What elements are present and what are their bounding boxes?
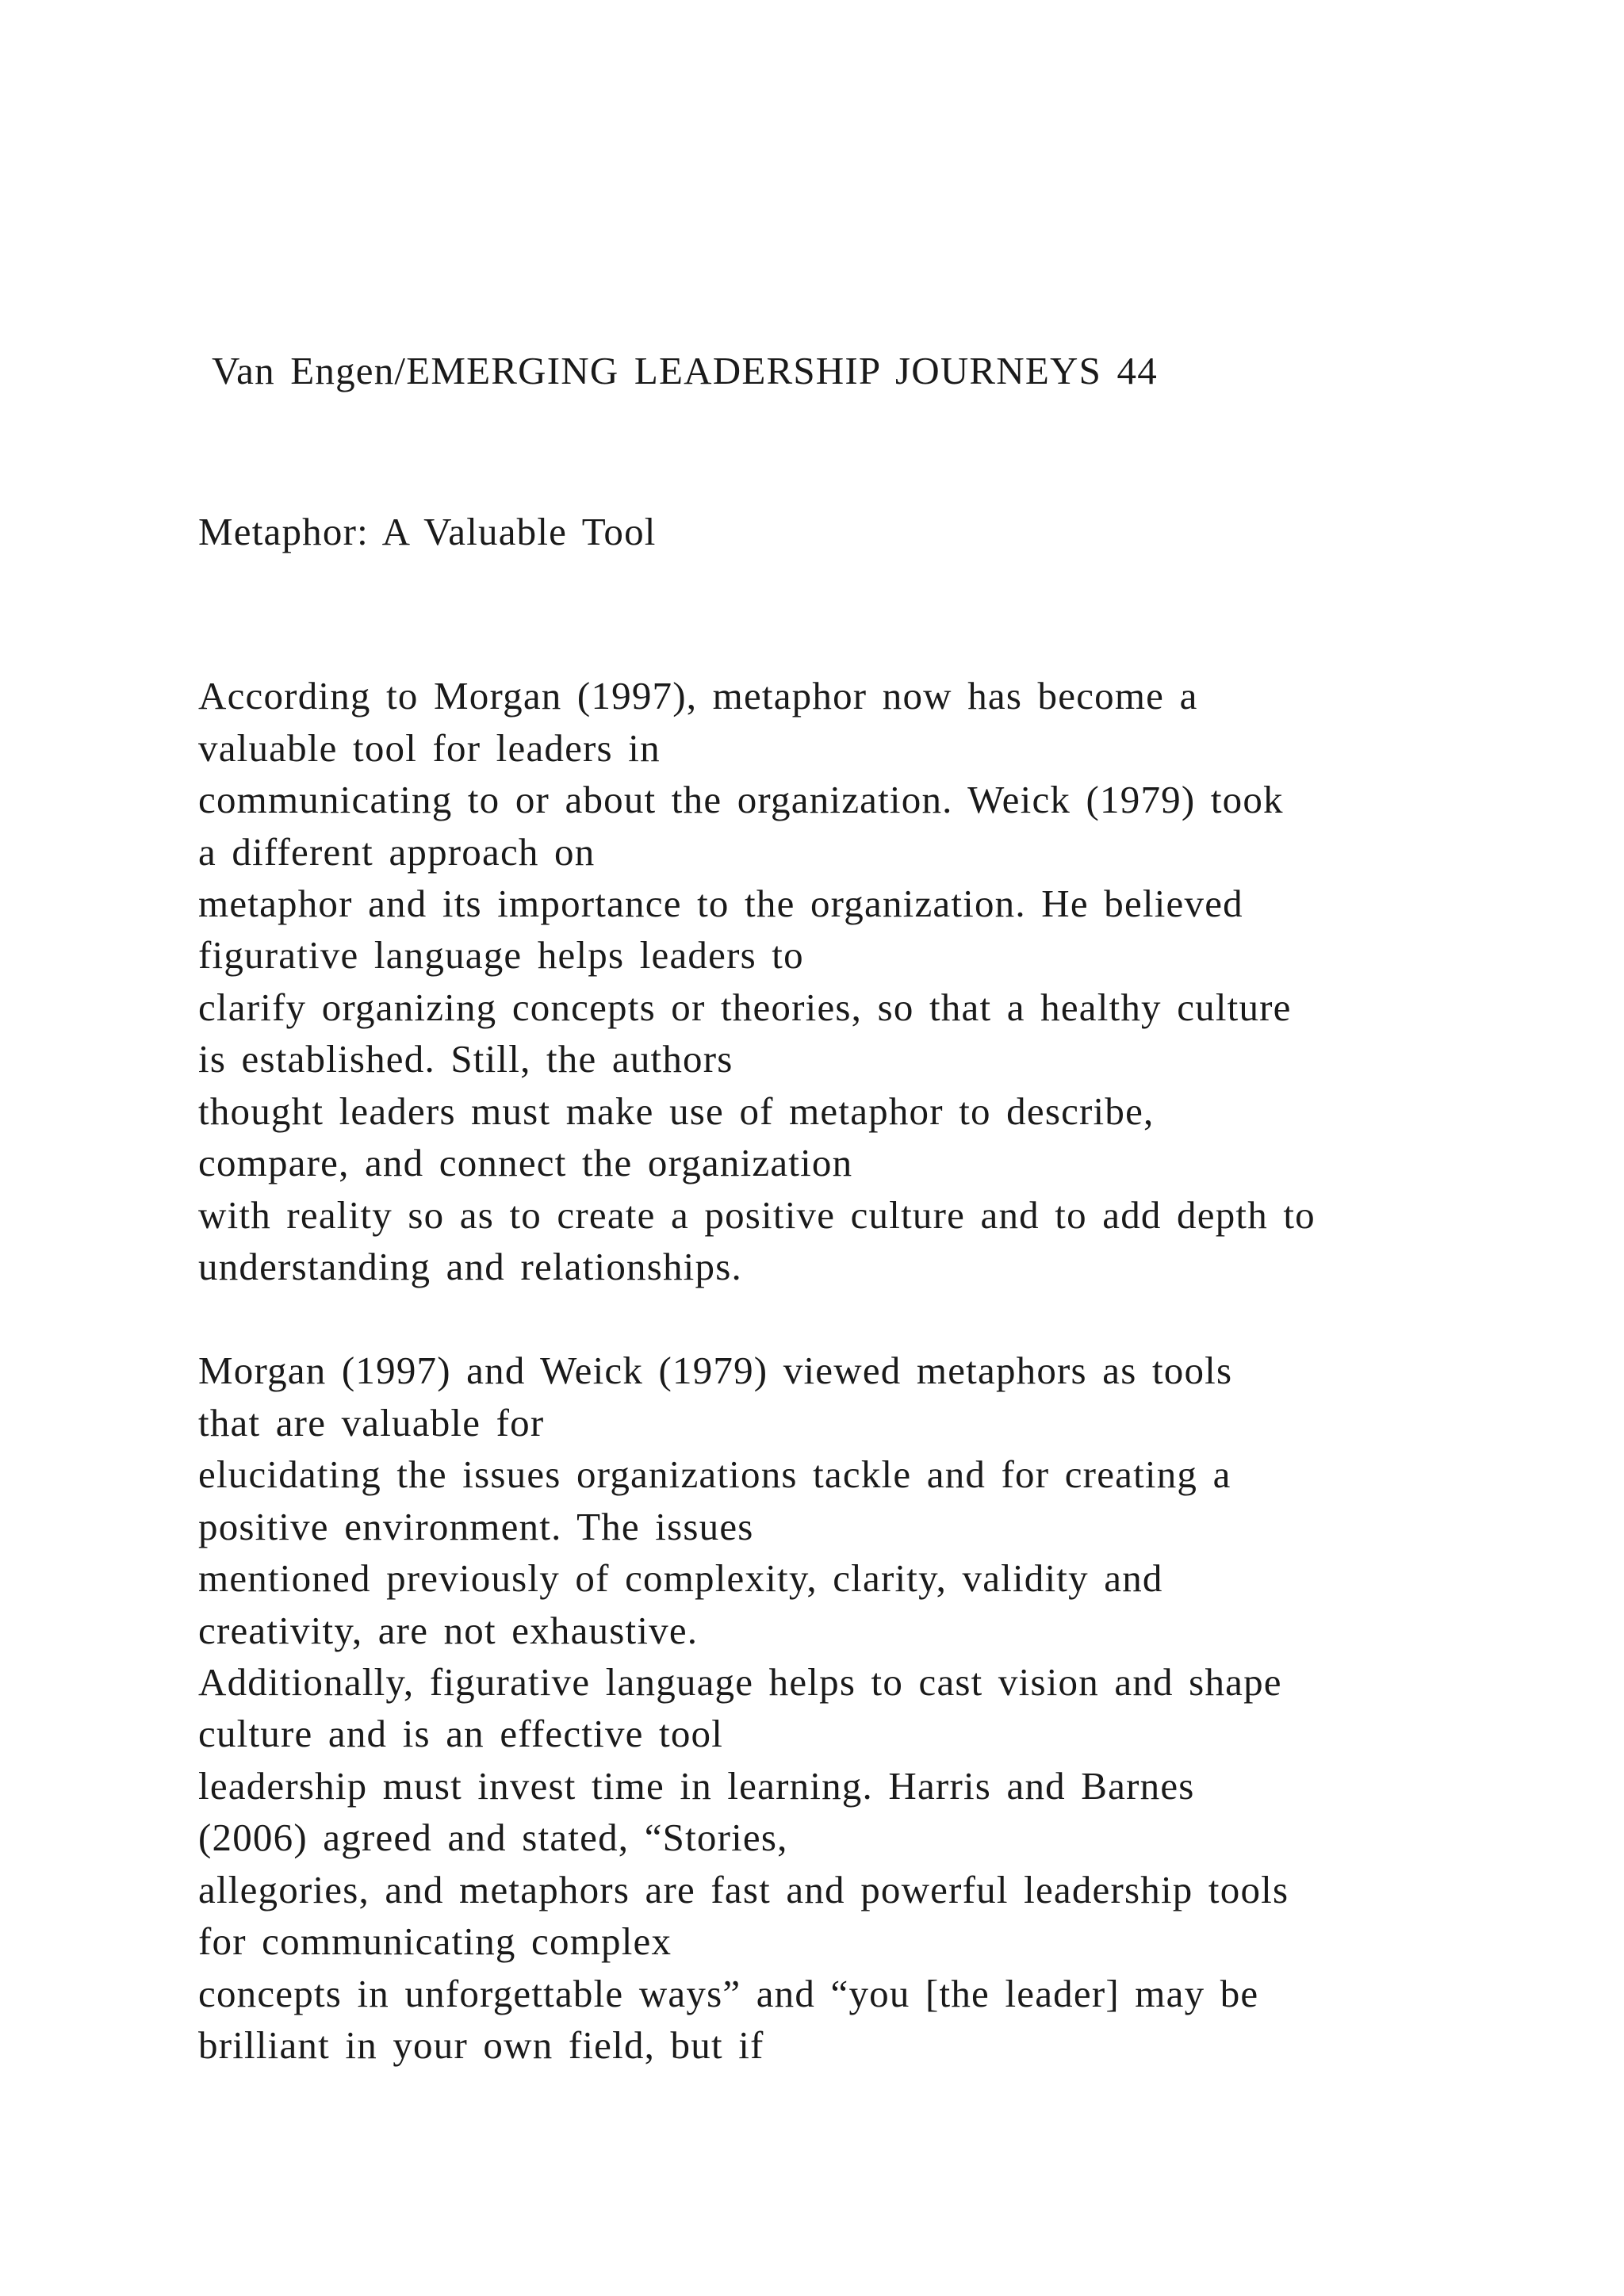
text-line: compare, and connect the organization [198,1141,853,1184]
text-line: for communicating complex [198,1919,672,1963]
text-line: creativity, are not exhaustive. [198,1609,699,1652]
text-line: understanding and relationships. [198,1245,742,1288]
section-title: Metaphor: A Valuable Tool [198,510,657,553]
text-line: valuable tool for leaders in [198,726,661,770]
text-line: mentioned previously of complexity, clarity, validity and [198,1556,1163,1600]
text-line: communicating to or about the organization. Weick (1979) took [198,778,1284,821]
text-line: Morgan (1997) and Weick (1979) viewed metaphors as tools [198,1349,1233,1392]
text-line: clarify organizing concepts or theories, so that a healthy culture [198,985,1292,1029]
text-line: thought leaders must make use of metaphor to describe, [198,1089,1155,1133]
text-line: that are valuable for [198,1401,545,1445]
text-line: figurative language helps leaders to [198,933,804,977]
text-line: metaphor and its importance to the organization. He believed [198,882,1243,925]
text-line: Additionally, figurative language helps to cast vision and shape [198,1660,1282,1704]
text-line: is established. Still, the authors [198,1037,733,1081]
text-line: brilliant in your own field, but if [198,2023,764,2067]
text-line: concepts in unforgettable ways” and “you [the leader] may be [198,1972,1259,2015]
text-line: According to Morgan (1997), metaphor now has become a [198,674,1198,718]
text-line: elucidating the issues organizations tackle and for creating a [198,1452,1231,1496]
text-line: culture and is an effective tool [198,1712,724,1755]
text-line: (2006) agreed and stated, “Stories, [198,1816,788,1859]
text-line: positive environment. The issues [198,1505,754,1548]
running-header: Van Engen/EMERGING LEADERSHIP JOURNEYS 44 [212,349,1158,392]
text-line: a different approach on [198,830,596,874]
text-line: leadership must invest time in learning. Harris and Barnes [198,1764,1195,1808]
text-line: allegories, and metaphors are fast and powerful leadership tools [198,1868,1289,1911]
text-line: with reality so as to create a positive culture and to add depth to [198,1193,1316,1237]
